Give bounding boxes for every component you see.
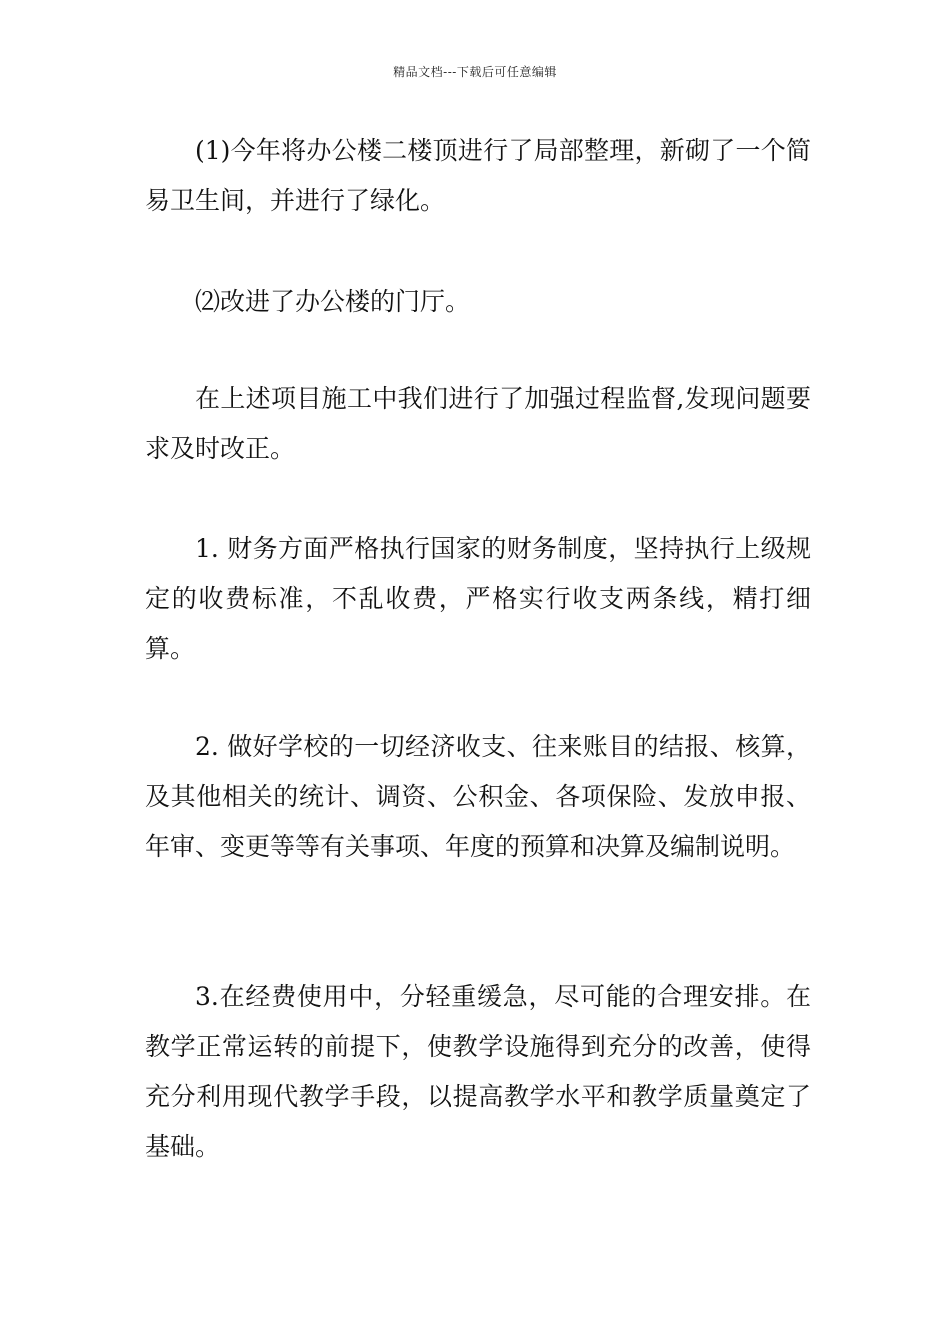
paragraph-supervision: 在上述项目施工中我们进行了加强过程监督,发现问题要求及时改正。 [145, 384, 811, 463]
page-header: 精品文档---下载后可任意编辑 [393, 65, 557, 79]
paragraph-accounting-duties: 2. 做好学校的一切经济收支、往来账目的结报、核算，及其他相关的统计、调资、公积金、各项保险、发放申报、年审、变更等等有关事项、年度的预算和决算及编制说明。 [145, 732, 811, 861]
paragraph-renovation-rooftop: (1)今年将办公楼二楼顶进行了局部整理，新砌了一个简易卫生间，并进行了绿化。 [145, 136, 811, 215]
paragraph-finance-rules: 1. 财务方面严格执行国家的财务制度，坚持执行上级规定的收费标准，不乱收费，严格实行收支两条线，精打细算。 [145, 534, 811, 663]
paragraph-renovation-lobby: ⑵改进了办公楼的门厅。 [195, 287, 471, 316]
paragraph-fund-usage: 3.在经费使用中，分轻重缓急，尽可能的合理安排。在教学正常运转的前提下，使教学设施得到充分的改善，使得充分利用现代教学手段，以提高教学水平和教学质量奠定了基础。 [145, 982, 811, 1161]
